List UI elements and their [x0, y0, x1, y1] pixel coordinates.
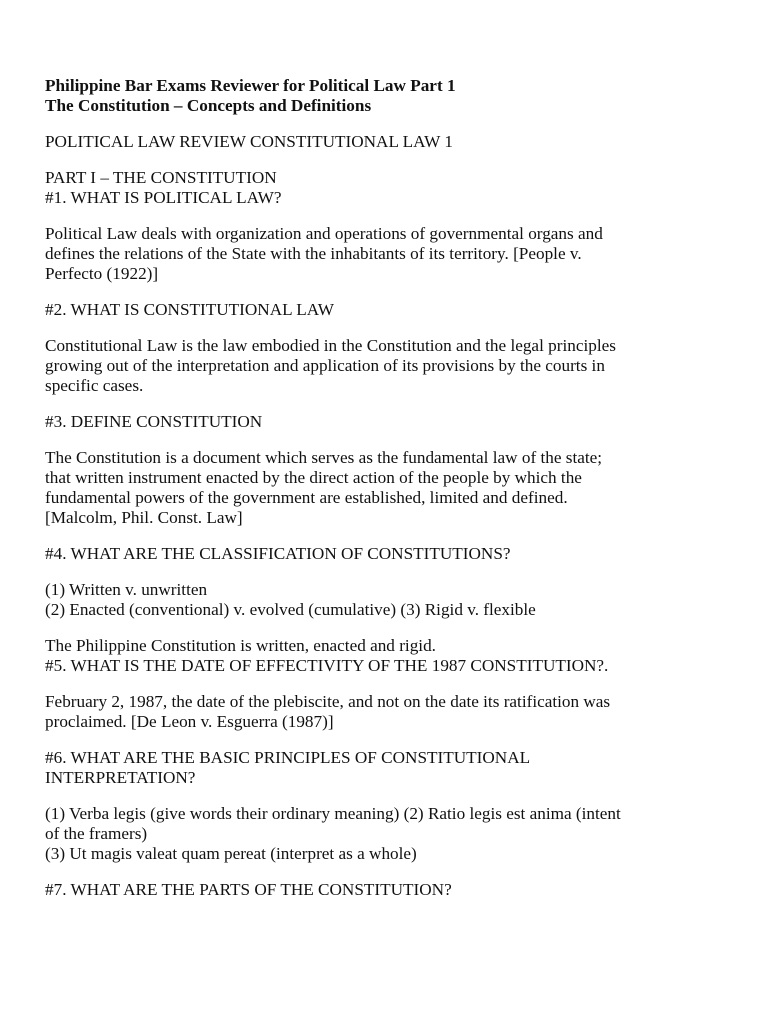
- document-title: Philippine Bar Exams Reviewer for Political Law Part 1: [45, 76, 456, 95]
- answer-line: that written instrument enacted by the direct action of the people by which the: [45, 468, 582, 487]
- question-4: #4. WHAT ARE THE CLASSIFICATION OF CONSTITUTIONS?: [45, 544, 511, 563]
- answer-line: The Constitution is a document which serves as the fundamental law of the state;: [45, 448, 603, 467]
- question-5: #5. WHAT IS THE DATE OF EFFECTIVITY OF THE 1987 CONSTITUTION?.: [45, 656, 609, 675]
- question-7: #7. WHAT ARE THE PARTS OF THE CONSTITUTION?: [45, 880, 452, 899]
- answer-3: [45, 448, 735, 528]
- answer-line: specific cases.: [45, 376, 144, 395]
- answer-line: February 2, 1987, the date of the plebiscite, and not on the date its ratification was: [45, 692, 611, 711]
- question-line: #6. WHAT ARE THE BASIC PRINCIPLES OF CONSTITUTIONAL: [45, 748, 531, 767]
- spacer: [45, 152, 735, 168]
- answer-5: [45, 692, 735, 732]
- spacer: [45, 864, 735, 880]
- answer-line: fundamental powers of the government are established, limited and defined.: [45, 488, 568, 507]
- answer-line: Political Law deals with organization and operations of governmental organs and: [45, 224, 603, 243]
- spacer: [45, 788, 735, 804]
- answer-line: (1) Written v. unwritten: [45, 580, 208, 599]
- question-6: [45, 748, 735, 788]
- spacer: [45, 396, 735, 412]
- question-2: #2. WHAT IS CONSTITUTIONAL LAW: [45, 300, 335, 319]
- review-heading: POLITICAL LAW REVIEW CONSTITUTIONAL LAW 1: [45, 132, 453, 151]
- answer-4-note: The Philippine Constitution is written, enacted and rigid.: [45, 636, 436, 655]
- part-heading: PART I – THE CONSTITUTION: [45, 168, 277, 187]
- answer-line: growing out of the interpretation and application of its provisions by the courts in: [45, 356, 605, 375]
- answer-line: of the framers): [45, 824, 148, 843]
- spacer: [45, 320, 735, 336]
- spacer: [45, 564, 735, 580]
- document-page: [45, 76, 735, 900]
- spacer: [45, 620, 735, 636]
- answer-6: [45, 804, 735, 864]
- answer-line: Constitutional Law is the law embodied in the Constitution and the legal principles: [45, 336, 616, 355]
- spacer: [45, 676, 735, 692]
- spacer: [45, 116, 735, 132]
- answer-line: [Malcolm, Phil. Const. Law]: [45, 508, 243, 527]
- answer-line: Perfecto (1922)]: [45, 264, 159, 283]
- spacer: [45, 208, 735, 224]
- question-3: #3. DEFINE CONSTITUTION: [45, 412, 263, 431]
- answer-line: defines the relations of the State with the inhabitants of its territory. [People v.: [45, 244, 582, 263]
- question-1: #1. WHAT IS POLITICAL LAW?: [45, 188, 282, 207]
- spacer: [45, 732, 735, 748]
- answer-2: [45, 336, 735, 396]
- spacer: [45, 432, 735, 448]
- answer-1: [45, 224, 735, 284]
- spacer: [45, 284, 735, 300]
- answer-4: [45, 580, 735, 620]
- answer-line: (3) Ut magis valeat quam pereat (interpret as a whole): [45, 844, 417, 863]
- answer-line: (1) Verba legis (give words their ordinary meaning) (2) Ratio legis est anima (intent: [45, 804, 621, 823]
- spacer: [45, 528, 735, 544]
- answer-line: proclaimed. [De Leon v. Esguerra (1987)]: [45, 712, 334, 731]
- document-subtitle: The Constitution – Concepts and Definitions: [45, 96, 372, 115]
- answer-line: (2) Enacted (conventional) v. evolved (cumulative) (3) Rigid v. flexible: [45, 600, 536, 619]
- question-line: INTERPRETATION?: [45, 768, 196, 787]
